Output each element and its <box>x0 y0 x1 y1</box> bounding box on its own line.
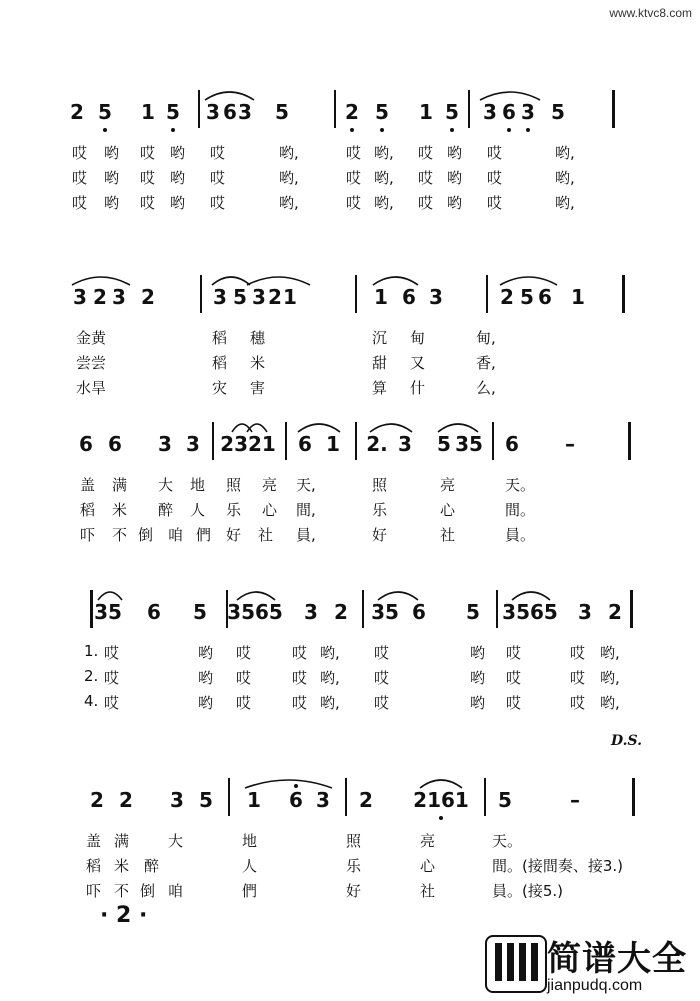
lyric: 哟, <box>374 194 394 212</box>
lyric: 哟 <box>470 669 486 687</box>
lyric: 灾 <box>212 379 228 397</box>
lyric: 米 <box>250 354 266 372</box>
lyric: 么, <box>476 379 496 397</box>
slur <box>212 277 250 285</box>
note: 35 <box>371 600 399 624</box>
lyric: 哎 <box>374 644 390 662</box>
lyric: 害 <box>250 379 266 397</box>
octave-dot <box>103 128 107 132</box>
lyric: 盖 <box>86 832 102 850</box>
note: 3 <box>158 432 172 456</box>
lyric: 哎 <box>210 194 226 212</box>
lyric: 地 <box>242 832 258 850</box>
staff-system-4 <box>0 580 700 730</box>
lyric: 哟 <box>198 694 214 712</box>
lyric: 社 <box>258 526 274 544</box>
lyric: 哎 <box>570 669 586 687</box>
note: 1 <box>571 285 585 309</box>
octave-dot <box>439 816 443 820</box>
slur <box>512 592 550 600</box>
lyric: 哟, <box>279 194 299 212</box>
lyric: 香, <box>476 354 496 372</box>
watermark: www.ktvc8.com <box>609 6 692 20</box>
note: 5 <box>437 432 451 456</box>
lyric: 間, <box>296 501 316 519</box>
note: 6 <box>223 100 237 124</box>
barline <box>200 275 202 313</box>
note: 2 <box>359 788 373 812</box>
barline <box>334 90 336 128</box>
barline <box>484 778 486 816</box>
lyric: 亮 <box>262 476 278 494</box>
lyric: 大 <box>168 832 184 850</box>
slur <box>438 424 478 432</box>
staff-system-5 <box>0 768 700 918</box>
lyric: 甜 <box>372 354 388 372</box>
page-number: · 2 · <box>100 903 148 928</box>
lyric: 满 <box>114 832 130 850</box>
lyric: 哎 <box>72 194 88 212</box>
lyric: 哟, <box>555 194 575 212</box>
note: 2 <box>119 788 133 812</box>
octave-dot <box>507 128 511 132</box>
lyric: 4. <box>84 692 99 710</box>
lyric: 哟, <box>600 669 620 687</box>
note: 3 <box>429 285 443 309</box>
note: 5 <box>551 100 565 124</box>
slur <box>98 592 122 600</box>
barline <box>355 275 357 313</box>
ds-mark: D.S. <box>610 733 642 749</box>
note: 3 <box>304 600 318 624</box>
lyric: 地 <box>190 476 206 494</box>
note: 2 <box>70 100 84 124</box>
lyric: 哎 <box>72 144 88 162</box>
lyric: 哎 <box>374 694 390 712</box>
note: 6 <box>79 432 93 456</box>
note: – <box>565 432 575 456</box>
lyric: 哎 <box>104 669 120 687</box>
lyric: 哎 <box>140 169 156 187</box>
note: 6 <box>147 600 161 624</box>
slur <box>237 592 275 600</box>
note: 3565 <box>502 600 558 624</box>
note: 3 <box>398 432 412 456</box>
lyric: 尝尝 <box>76 354 107 372</box>
note: 3 <box>316 788 330 812</box>
note: – <box>570 788 580 812</box>
slur <box>247 424 267 432</box>
lyric: 稻 <box>86 857 102 875</box>
barline <box>362 590 364 628</box>
slur <box>72 277 130 285</box>
lyric: 哟 <box>447 194 463 212</box>
lyric: 又 <box>410 354 426 372</box>
lyric: 哟, <box>374 144 394 162</box>
slur <box>247 277 310 285</box>
lyric: 照 <box>346 832 362 850</box>
lyric: 米 <box>114 857 130 875</box>
note: 1 <box>419 100 433 124</box>
lyric: 們 <box>196 526 212 544</box>
note: 2 <box>334 600 348 624</box>
slur <box>378 592 418 600</box>
lyric: 哟, <box>555 144 575 162</box>
octave-dot <box>350 128 354 132</box>
barline <box>228 778 230 816</box>
note: 2 <box>500 285 514 309</box>
lyric: 好 <box>226 526 242 544</box>
lyric: 心 <box>440 501 456 519</box>
lyric: 哟, <box>320 644 340 662</box>
lyric: 天。 <box>492 832 523 850</box>
octave-dot <box>526 128 530 132</box>
lyric: 吓 <box>86 882 102 900</box>
lyric: 亮 <box>420 832 436 850</box>
lyric: 社 <box>440 526 456 544</box>
lyric: 水旱 <box>76 379 107 397</box>
lyric: 哟 <box>170 144 186 162</box>
lyric: 穗 <box>250 329 266 347</box>
lyric: 哟 <box>104 169 120 187</box>
lyric: 倒 <box>140 882 156 900</box>
lyric: 哟 <box>104 144 120 162</box>
note: 1 <box>141 100 155 124</box>
note: 3 <box>213 285 227 309</box>
site-logo[interactable] <box>485 935 695 995</box>
octave-dot <box>171 128 175 132</box>
note: 2. <box>366 432 388 456</box>
lyric: 甸, <box>476 329 496 347</box>
lyric: 哎 <box>140 194 156 212</box>
lyric: 算 <box>372 379 388 397</box>
lyric: 沉 <box>372 329 388 347</box>
note: 1 <box>374 285 388 309</box>
note: 3 <box>170 788 184 812</box>
note: 6 <box>108 432 122 456</box>
barline <box>468 90 470 128</box>
lyric: 哎 <box>418 169 434 187</box>
lyric: 哎 <box>418 194 434 212</box>
barline <box>90 590 93 628</box>
staff-system-1 <box>0 80 700 230</box>
lyric: 心 <box>420 857 436 875</box>
note: 6 <box>412 600 426 624</box>
lyric: 社 <box>420 882 436 900</box>
lyric: 哟 <box>198 669 214 687</box>
lyric: 哎 <box>487 169 503 187</box>
lyric: 哎 <box>140 144 156 162</box>
note: 6 <box>538 285 552 309</box>
note: 35 <box>94 600 122 624</box>
octave-dot <box>380 128 384 132</box>
lyric: 哎 <box>570 694 586 712</box>
lyric: 咱 <box>168 526 184 544</box>
lyric: 醉 <box>144 857 160 875</box>
note: 2 <box>90 788 104 812</box>
note: 3 <box>521 100 535 124</box>
lyric: 哎 <box>72 169 88 187</box>
note: 5 <box>520 285 534 309</box>
barline <box>628 422 631 460</box>
staff-system-3 <box>0 412 700 562</box>
lyric: 稻 <box>212 329 228 347</box>
lyric: 哟, <box>600 694 620 712</box>
lyric: 哎 <box>346 144 362 162</box>
logo-url: jianpudq.com <box>547 977 643 994</box>
lyric: 不 <box>112 526 128 544</box>
lyric: 們 <box>242 882 258 900</box>
lyric: 間。 <box>505 501 536 519</box>
lyric: 哟 <box>170 169 186 187</box>
lyric: 哎 <box>236 669 252 687</box>
barline <box>496 590 498 628</box>
lyric: 哎 <box>570 644 586 662</box>
note: 6 <box>298 432 312 456</box>
lyric: 哎 <box>292 644 308 662</box>
lyric: 好 <box>346 882 362 900</box>
barline <box>612 90 615 128</box>
note: 5 <box>375 100 389 124</box>
lyric: 咱 <box>168 882 184 900</box>
lyric: 哎 <box>236 644 252 662</box>
lyric: 哎 <box>487 194 503 212</box>
lyric: 倒 <box>138 526 154 544</box>
note: 3 <box>578 600 592 624</box>
lyric: 哎 <box>346 194 362 212</box>
lyric: 天。 <box>505 476 536 494</box>
note: 3 <box>73 285 87 309</box>
lyric: 哎 <box>236 694 252 712</box>
note: 3 <box>112 285 126 309</box>
lyric: 金黄 <box>76 329 107 347</box>
lyric: 哎 <box>292 669 308 687</box>
barline <box>622 275 625 313</box>
lyric: 哎 <box>506 694 522 712</box>
lyric: 哎 <box>418 144 434 162</box>
slur <box>420 780 462 788</box>
note: 5 <box>233 285 247 309</box>
note: 3 <box>252 285 266 309</box>
note: 6 <box>289 788 303 812</box>
note: 5 <box>193 600 207 624</box>
lyric: 哟 <box>470 644 486 662</box>
lyric: 乐 <box>346 857 362 875</box>
staff-system-2 <box>0 265 700 415</box>
lyric: 哎 <box>487 144 503 162</box>
lyric: 哎 <box>374 669 390 687</box>
slur <box>370 424 412 432</box>
note: 2321 <box>220 432 276 456</box>
note: 2 <box>141 285 155 309</box>
note: 3 <box>238 100 252 124</box>
lyric: 哟, <box>279 169 299 187</box>
lyric: 哟 <box>447 144 463 162</box>
lyric: 員。(接5.) <box>492 882 564 900</box>
slur <box>500 277 557 285</box>
lyric: 天, <box>296 476 316 494</box>
note: 5 <box>275 100 289 124</box>
lyric: 哎 <box>210 169 226 187</box>
lyric: 哟, <box>320 694 340 712</box>
lyric: 員, <box>296 526 316 544</box>
lyric: 人 <box>242 857 258 875</box>
lyric: 哟 <box>170 194 186 212</box>
lyric: 好 <box>372 526 388 544</box>
lyric: 哟, <box>279 144 299 162</box>
lyric: 吓 <box>80 526 96 544</box>
lyric: 哟 <box>447 169 463 187</box>
lyric: 哟 <box>470 694 486 712</box>
lyric: 哎 <box>506 644 522 662</box>
lyric: 員。 <box>505 526 536 544</box>
lyric: 哟 <box>104 194 120 212</box>
note: 3 <box>186 432 200 456</box>
logo-title: 简谱大全 <box>547 939 687 979</box>
lyric: 哎 <box>506 669 522 687</box>
note: 5 <box>166 100 180 124</box>
note: 5 <box>98 100 112 124</box>
barline <box>198 90 200 128</box>
octave-dot <box>294 784 298 788</box>
barline <box>355 422 357 460</box>
slur <box>245 780 332 788</box>
lyric: 不 <box>114 882 130 900</box>
slur-layer <box>0 412 700 562</box>
barline <box>632 778 635 816</box>
barline <box>630 590 633 628</box>
lyric: 稻 <box>80 501 96 519</box>
lyric: 稻 <box>212 354 228 372</box>
slur <box>205 92 254 100</box>
lyric: 盖 <box>80 476 96 494</box>
note: 3 <box>206 100 220 124</box>
lyric: 哟 <box>198 644 214 662</box>
note: 35 <box>455 432 483 456</box>
barline <box>492 422 494 460</box>
lyric: 哎 <box>210 144 226 162</box>
note: 1 <box>326 432 340 456</box>
lyric: 哎 <box>346 169 362 187</box>
barline <box>486 275 488 313</box>
lyric: 哟, <box>600 644 620 662</box>
lyric: 甸 <box>410 329 426 347</box>
lyric: 哟, <box>320 669 340 687</box>
note: 5 <box>498 788 512 812</box>
barline <box>345 778 347 816</box>
octave-dot <box>450 128 454 132</box>
lyric: 亮 <box>440 476 456 494</box>
lyric: 哎 <box>104 694 120 712</box>
note: 3565 <box>227 600 283 624</box>
slur <box>373 277 418 285</box>
slur <box>480 92 540 100</box>
barline <box>212 422 214 460</box>
note: 2161 <box>413 788 469 812</box>
lyric: 乐 <box>226 501 242 519</box>
lyric: 满 <box>112 476 128 494</box>
slur <box>298 424 340 432</box>
note: 6 <box>502 100 516 124</box>
note: 5 <box>445 100 459 124</box>
lyric: 乐 <box>372 501 388 519</box>
note: 6 <box>505 432 519 456</box>
lyric: 心 <box>262 501 278 519</box>
note: 5 <box>199 788 213 812</box>
note: 1 <box>283 285 297 309</box>
note: 2 <box>345 100 359 124</box>
note: 2 <box>608 600 622 624</box>
lyric: 米 <box>112 501 128 519</box>
lyric: 醉 <box>158 501 174 519</box>
note: 1 <box>247 788 261 812</box>
lyric: 2. <box>84 667 99 685</box>
lyric: 哎 <box>104 644 120 662</box>
lyric: 哟, <box>374 169 394 187</box>
piano-icon <box>485 935 547 993</box>
note: 2 <box>268 285 282 309</box>
lyric: 照 <box>372 476 388 494</box>
note: 6 <box>402 285 416 309</box>
lyric: 人 <box>190 501 206 519</box>
lyric: 什 <box>410 379 426 397</box>
lyric: 哟, <box>555 169 575 187</box>
note: 3 <box>483 100 497 124</box>
lyric: 照 <box>226 476 242 494</box>
barline <box>285 422 287 460</box>
lyric: 大 <box>158 476 174 494</box>
note: 2 <box>93 285 107 309</box>
lyric: 哎 <box>292 694 308 712</box>
lyric: 間。(接間奏、接3.) <box>492 857 624 875</box>
lyric: 1. <box>84 642 99 660</box>
note: 5 <box>466 600 480 624</box>
